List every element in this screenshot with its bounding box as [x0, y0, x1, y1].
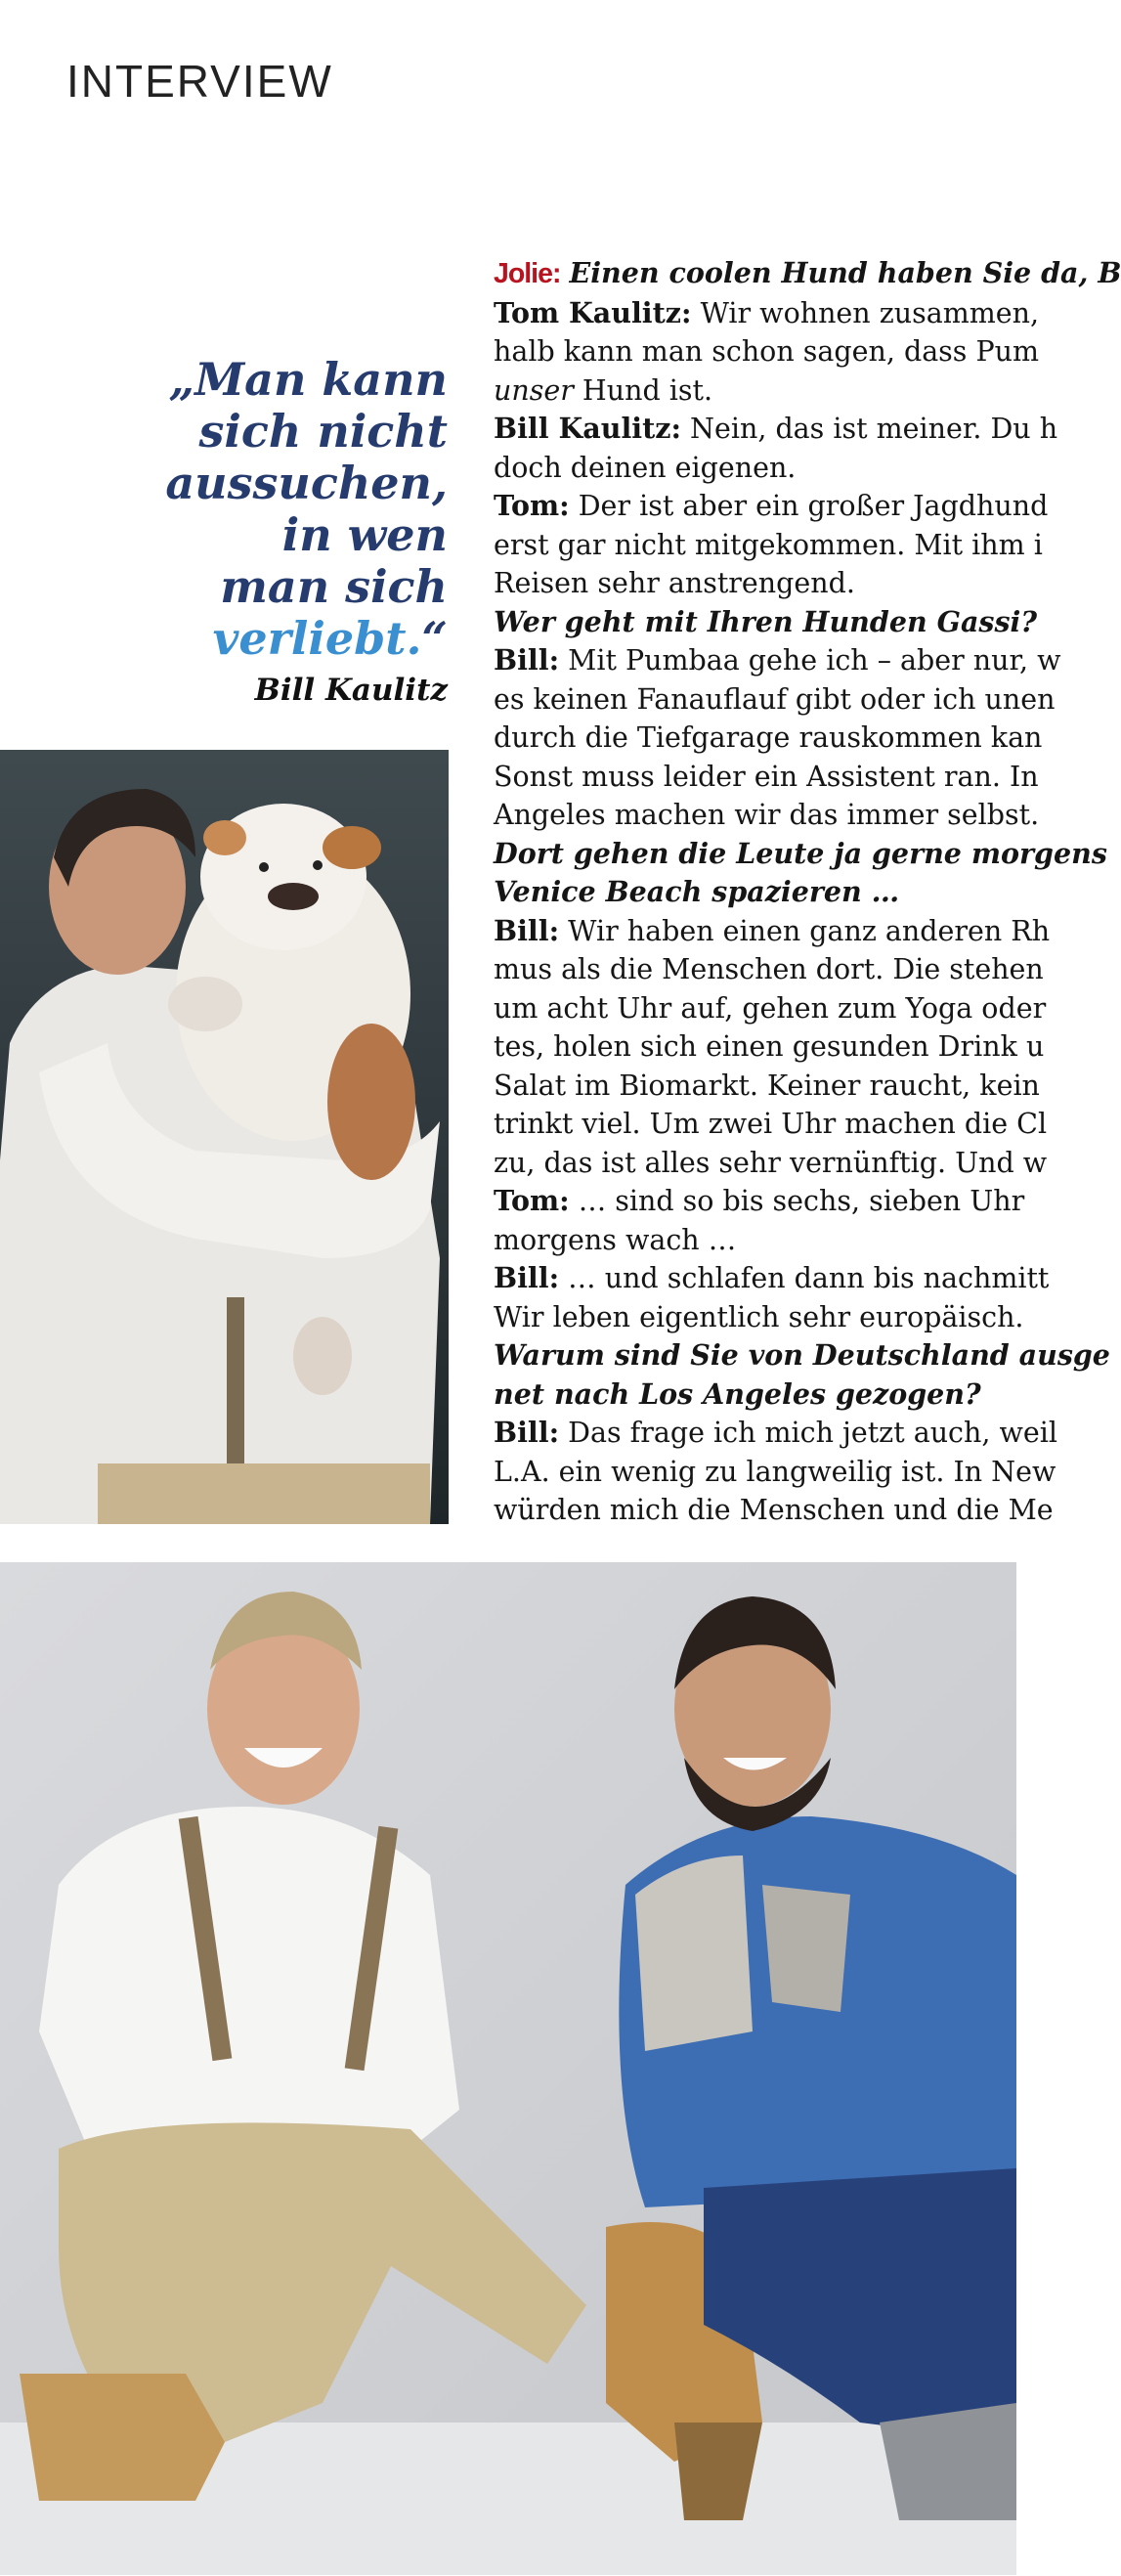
question-text: Warum sind Sie von Deutschland ausge [494, 1338, 1110, 1372]
speaker-name: Bill Kaulitz: [494, 412, 681, 445]
answer-text: Reisen sehr anstrengend. [494, 567, 855, 599]
answer-text: erst gar nicht mitgekommen. Mit ihm i [494, 528, 1043, 561]
question-line [494, 1375, 1020, 1415]
answer-text: morgens wach … [494, 1223, 737, 1256]
answer-line [494, 758, 1039, 797]
speaker-name: Bill: [494, 643, 560, 677]
pull-quote-line: sich nicht [198, 405, 448, 458]
question-text: net nach Los Angeles gezogen? [494, 1376, 981, 1411]
answer-line [494, 680, 1056, 720]
answer-text: Salat im Biomarkt. Keiner raucht, kein [494, 1069, 1040, 1102]
answer-text: … und schlafen dann bis nachmitt [568, 1262, 1050, 1294]
answer-line [494, 1491, 1054, 1530]
answer-text: Angeles machen wir das immer selbst. [494, 799, 1040, 831]
answer-text: Der ist aber ein großer Jagdhund [578, 490, 1049, 522]
question-text: Venice Beach spazieren … [494, 875, 900, 908]
answer-line [494, 371, 1020, 411]
answer-text: Nein, das ist meiner. Du h [690, 413, 1058, 445]
answer-text: Wir wohnen zusammen, [700, 296, 1040, 329]
answer-line [494, 449, 1020, 488]
speaker-name: Tom Kaulitz: [494, 295, 692, 329]
answer-text: um acht Uhr auf, gehen zum Yoga oder [494, 991, 1047, 1025]
answer-text: halb kann man schon sagen, dass Pum [494, 335, 1040, 368]
answer-text: zu, das ist alles sehr vernünftig. Und w [494, 1146, 1048, 1179]
photo-man-with-bulldog [0, 750, 449, 1524]
answer-text: trinkt viel. Um zwei Uhr machen die Cl [494, 1108, 1048, 1140]
question-line [494, 254, 1121, 294]
answer-line [494, 1221, 1020, 1260]
answer-text: Wir haben einen ganz anderen Rh [568, 914, 1051, 947]
answer-text: mus als die Menschen dort. Die stehen [494, 953, 1044, 985]
answer-line [494, 1144, 1048, 1183]
answer-line [494, 912, 1051, 951]
question-text: Wer geht mit Ihren Hunden Gassi? [494, 604, 1038, 638]
pull-quote [117, 354, 448, 665]
question-line [494, 835, 1107, 874]
answer-line [494, 294, 1040, 333]
speaker-name: Bill: [494, 1416, 560, 1449]
question-text: Dort gehen die Leute ja gerne morgens [494, 836, 1107, 870]
pull-quote-line: „Man kann [168, 353, 448, 406]
answer-text: Hund ist. [582, 373, 713, 407]
quote-author: Bill Kaulitz [254, 673, 448, 708]
question-text: Einen coolen Hund haben Sie da, B [569, 256, 1121, 289]
answer-line [494, 1067, 1040, 1106]
answer-line [494, 641, 1061, 680]
answer-line [494, 410, 1058, 449]
answer-text: Das frage ich mich jetzt auch, weil [568, 1417, 1057, 1449]
answer-line [494, 1414, 1057, 1453]
answer-text: Sonst muss leider ein Assistent ran. In [494, 760, 1039, 793]
answer-text: doch deinen eigenen. [494, 451, 797, 484]
interview-text [494, 254, 1121, 1530]
speaker-name: Tom: [494, 1184, 570, 1217]
answer-text: Mit Pumbaa gehe ich – aber nur, w [568, 644, 1061, 677]
photo-twins-laughing [0, 1562, 1016, 2575]
answer-line [494, 1027, 1045, 1067]
answer-text: … sind so bis sechs, sieben Uhr [578, 1185, 1025, 1217]
pull-quote-close: “ [421, 612, 448, 665]
pull-quote-line: in wen [281, 508, 448, 561]
question-line [494, 1336, 1110, 1375]
answer-line [494, 1453, 1056, 1492]
answer-line [494, 1182, 1025, 1221]
answer-text: durch die Tiefgarage rauskommen kan [494, 721, 1043, 754]
answer-line [494, 950, 1044, 989]
answer-line [494, 526, 1043, 565]
answer-emphasis: unser [494, 373, 574, 407]
answer-text: L.A. ein wenig zu langweilig ist. In New [494, 1455, 1056, 1488]
section-label: INTERVIEW [66, 56, 333, 107]
pull-quote-accent: verliebt. [212, 612, 422, 665]
speaker-name: Bill: [494, 913, 560, 947]
answer-text: es keinen Fanauflauf gibt oder ich unen [494, 682, 1056, 716]
question-line [494, 603, 1038, 642]
answer-line [494, 796, 1040, 835]
pull-quote-line: man sich [220, 560, 448, 613]
answer-text: Wir leben eigentlich sehr europäisch. [494, 1300, 1024, 1333]
answer-line [494, 1298, 1024, 1337]
pull-quote-line: aussuchen, [165, 457, 448, 509]
answer-text: würden mich die Menschen und die Me [494, 1494, 1054, 1526]
answer-line [494, 1259, 1050, 1298]
magazine-brand: Jolie: [494, 258, 561, 289]
speaker-name: Tom: [494, 489, 570, 522]
answer-line [494, 989, 1047, 1028]
answer-line [494, 332, 1040, 371]
answer-line [494, 564, 1020, 603]
answer-line [494, 487, 1049, 526]
answer-text: tes, holen sich einen gesunden Drink u [494, 1030, 1045, 1063]
answer-line [494, 719, 1043, 758]
answer-line [494, 1105, 1048, 1144]
speaker-name: Bill: [494, 1261, 560, 1294]
pull-quote-line [117, 613, 448, 665]
question-line [494, 873, 1020, 912]
